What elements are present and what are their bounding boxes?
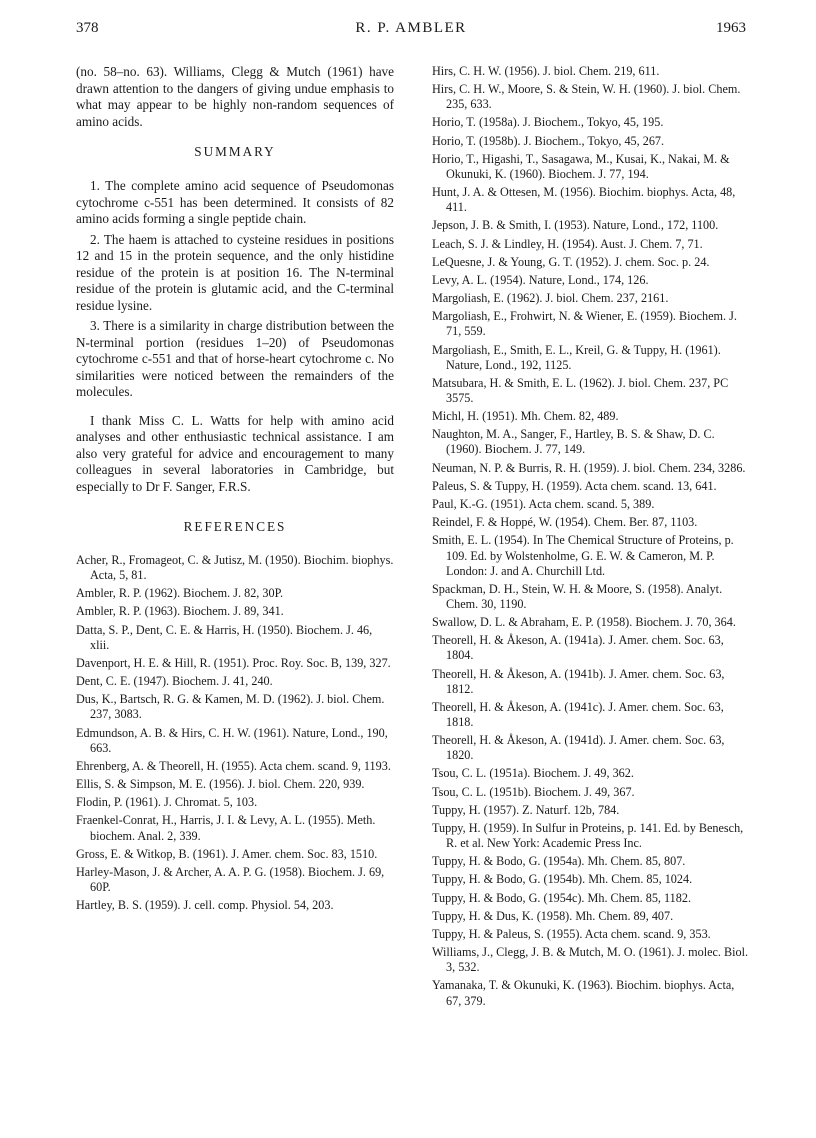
reference-entry: Margoliash, E. (1962). J. biol. Chem. 237, 2161. [432,291,669,306]
reference-entry: Paul, K.-G. (1951). Acta chem. scand. 5, 389. [432,497,655,512]
reference-entry: Tuppy, H. (1959). In Sulfur in Proteins, p. 141. Ed. by Benesch, R. et al. New York: Academic Press Inc. [432,820,744,851]
reference-entry: Matsubara, H. & Smith, E. L. (1962). J. biol. Chem. 237, PC 3575. [432,375,729,405]
continuation-paragraph: (no. 58–no. 63). Williams, Clegg & Mutch (1961) have drawn attention to the dangers of giving undue emphasis to what may appear to be highly non-random sequences of amino acids. [76,64,394,129]
running-head-year: 1963 [716,20,746,36]
reference-entry: Spackman, D. H., Stein, W. H. & Moore, S. (1958). Analyt. Chem. 30, 1190. [432,581,723,611]
reference-entry: Horio, T. (1958b). J. Biochem., Tokyo, 45, 267. [432,133,665,148]
reference-entry: Theorell, H. & Åkeson, A. (1941c). J. Amer. chem. Soc. 63, 1818. [432,699,724,729]
references-heading: REFERENCES [183,519,287,534]
reference-entry: Harley-Mason, J. & Archer, A. A. P. G. (1958). Biochem. J. 69, 60P. [76,864,385,894]
reference-entry: Edmundson, A. B. & Hirs, C. H. W. (1961). Nature, Lond., 190, 663. [76,725,388,755]
reference-entry: Theorell, H. & Åkeson, A. (1941b). J. Amer. chem. Soc. 63, 1812. [432,666,725,696]
reference-entry: Leach, S. J. & Lindley, H. (1954). Aust. J. Chem. 7, 71. [432,236,703,251]
reference-entry: Swallow, D. L. & Abraham, E. P. (1958). Biochem. J. 70, 364. [432,615,736,630]
reference-entry: Tuppy, H. (1957). Z. Naturf. 12b, 784. [432,802,620,817]
acknowledgement: I thank Miss C. L. Watts for help with amino acid analyses and other enthusiastic technical assistance. I am also very grateful for advice and encouragement to many colleagues in several laboratories in Cambridge, but especially to Dr F. Sanger, F.R.S. [76,412,394,494]
reference-entry: Hirs, C. H. W. (1956). J. biol. Chem. 219, 611. [432,64,660,78]
reference-entry: Tuppy, H. & Bodo, G. (1954c). Mh. Chem. 85, 1182. [432,890,691,905]
reference-entry: Naughton, M. A., Sanger, F., Hartley, B. S. & Shaw, D. C. (1960). Biochem. J. 77, 149. [432,427,715,457]
reference-entry: Tuppy, H. & Paleus, S. (1955). Acta chem. scand. 9, 353. [432,926,711,941]
reference-entry: Tsou, C. L. (1951a). Biochem. J. 49, 362. [432,766,634,781]
reference-entry: Tuppy, H. & Bodo, G. (1954b). Mh. Chem. 85, 1024. [432,872,693,887]
reference-entry: Reindel, F. & Hoppé, W. (1954). Chem. Ber. 87, 1103. [432,515,698,530]
reference-entry: Dent, C. E. (1947). Biochem. J. 41, 240. [76,674,273,689]
reference-entry: Ambler, R. P. (1962). Biochem. J. 82, 30P. [76,586,284,601]
reference-entry: Margoliash, E., Smith, E. L., Kreil, G. & Tuppy, H. (1961). Nature, Lond., 192, 1125. [432,342,721,372]
reference-entry: Theorell, H. & Åkeson, A. (1941d). J. Amer. chem. Soc. 63, 1820. [432,733,725,763]
reference-entry: Datta, S. P., Dent, C. E. & Harris, H. (1950). Biochem. J. 46, xlii. [76,622,373,652]
reference-entry: Ellis, S. & Simpson, M. E. (1956). J. biol. Chem. 220, 939. [76,777,365,792]
right-column [432,64,750,1012]
reference-list-left [76,553,394,913]
reference-entry: Ambler, R. P. (1963). Biochem. J. 89, 341. [76,604,284,619]
reference-entry: Theorell, H. & Åkeson, A. (1941a). J. Amer. chem. Soc. 63, 1804. [432,633,724,663]
summary-item: 2. The haem is attached to cysteine residues in positions 12 and 15 in the protein sequence, and the only histidine residue of the protein is at position 16. The N-terminal residue of the protein is glutamic acid, and the C-terminal residue lysine. [76,231,394,313]
reference-entry: LeQuesne, J. & Young, G. T. (1952). J. chem. Soc. p. 24. [432,254,710,269]
reference-entry: Hirs, C. H. W., Moore, S. & Stein, W. H. (1960). J. biol. Chem. 235, 633. [432,82,741,112]
page-number: 378 [76,20,99,36]
reference-entry: Ehrenberg, A. & Theorell, H. (1955). Acta chem. scand. 9, 1193. [76,758,391,773]
reference-entry: Tuppy, H. & Dus, K. (1958). Mh. Chem. 89, 407. [432,908,674,923]
reference-entry: Horio, T., Higashi, T., Sasagawa, M., Kusai, K., Nakai, M. & Okunuki, K. (1960). Biochem. J. 77, 194. [432,151,730,181]
reference-entry: Dus, K., Bartsch, R. G. & Kamen, M. D. (1962). J. biol. Chem. 237, 3083. [76,692,385,722]
left-column [76,64,394,916]
reference-entry: Neuman, N. P. & Burris, R. H. (1959). J. biol. Chem. 234, 3286. [432,460,746,475]
running-head-author: R. P. AMBLER [355,20,467,36]
reference-entry: Davenport, H. E. & Hill, R. (1951). Proc. Roy. Soc. B, 139, 327. [76,655,391,670]
reference-entry: Margoliash, E., Frohwirt, N. & Wiener, E. (1959). Biochem. J. 71, 559. [432,309,737,339]
reference-entry: Smith, E. L. (1954). In The Chemical Structure of Proteins, p. 109. Ed. by Wolstenholme, G. E. W. & Cameron, M. P. London: J. and A. Churchill Ltd. [432,533,734,578]
reference-entry: Paleus, S. & Tuppy, H. (1959). Acta chem. scand. 13, 641. [432,478,717,493]
reference-entry: Tsou, C. L. (1951b). Biochem. J. 49, 367. [432,784,635,799]
reference-list-right [432,64,750,1009]
reference-entry: Levy, A. L. (1954). Nature, Lond., 174, 126. [432,272,649,287]
reference-entry: Yamanaka, T. & Okunuki, K. (1963). Biochim. biophys. Acta, 67, 379. [432,978,735,1008]
reference-entry: Hartley, B. S. (1959). J. cell. comp. Physiol. 54, 203. [76,898,334,913]
reference-entry: Gross, E. & Witkop, B. (1961). J. Amer. chem. Soc. 83, 1510. [76,846,378,861]
reference-entry: Tuppy, H. & Bodo, G. (1954a). Mh. Chem. 85, 807. [432,854,686,869]
reference-entry: Hunt, J. A. & Ottesen, M. (1956). Biochim. biophys. Acta, 48, 411. [432,185,736,215]
reference-entry: Williams, J., Clegg, J. B. & Mutch, M. O. (1961). J. molec. Biol. 3, 532. [432,945,749,975]
summary-heading: SUMMARY [194,144,276,159]
reference-entry: Flodin, P. (1961). J. Chromat. 5, 103. [76,795,258,810]
reference-entry: Horio, T. (1958a). J. Biochem., Tokyo, 45, 195. [432,115,664,130]
summary-item: 3. There is a similarity in charge distribution between the N-terminal portion (residues 1–20) of Pseudomonas cytochrome c-551 and that of horse-heart cytochrome c. No similarities were noticed between the remainders of the molecules. [76,318,394,399]
reference-entry: Michl, H. (1951). Mh. Chem. 82, 489. [432,409,619,424]
summary-item: 1. The complete amino acid sequence of Pseudomonas cytochrome c-551 has been determined. It consists of 82 amino acids forming a single peptide chain. [76,178,394,226]
reference-entry: Fraenkel-Conrat, H., Harris, J. I. & Levy, A. L. (1955). Meth. biochem. Anal. 2, 339. [76,813,376,843]
reference-entry: Acher, R., Fromageot, C. & Jutisz, M. (1950). Biochim. biophys. Acta, 5, 81. [76,553,394,583]
running-header [76,20,746,42]
reference-entry: Jepson, J. B. & Smith, I. (1953). Nature, Lond., 172, 1100. [432,218,719,233]
